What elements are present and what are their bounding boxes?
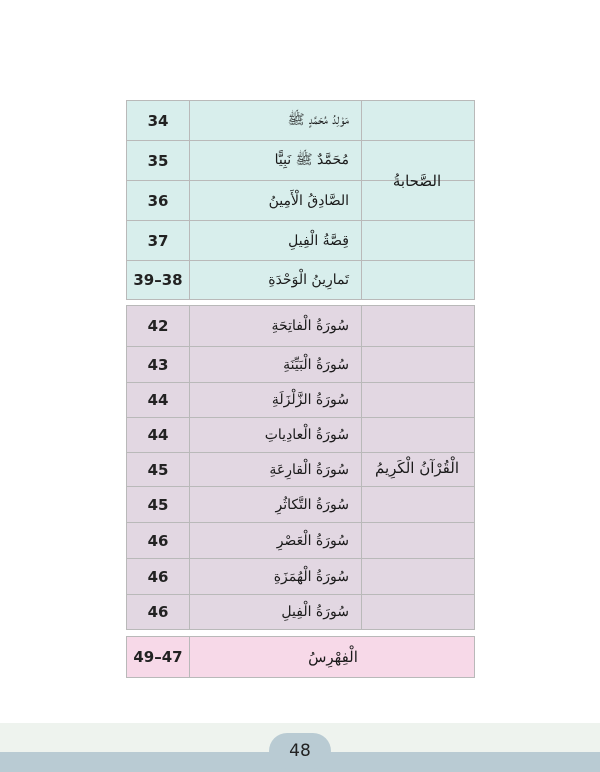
page-range: 49–47 bbox=[127, 637, 190, 677]
lesson-title: مُحَمَّدٌ ﷺ نَبِيًّا bbox=[190, 141, 362, 180]
page-range: 46 bbox=[127, 523, 190, 558]
page-range: 45 bbox=[127, 487, 190, 522]
toc-row-index[interactable] bbox=[127, 637, 474, 677]
page-number: 48 bbox=[269, 733, 331, 769]
page-range: 36 bbox=[127, 181, 190, 220]
page-range: 34 bbox=[127, 101, 190, 140]
page-range: 46 bbox=[127, 595, 190, 629]
lesson-title: سُورَةُ الْهُمَزَةِ bbox=[190, 559, 362, 594]
lesson-title: مَوْلِدُ مُحَمَّدٍ ﷺ bbox=[190, 101, 362, 140]
page-range: 39–38 bbox=[127, 261, 190, 299]
page-range: 35 bbox=[127, 141, 190, 180]
lesson-title: تَمارِينُ الْوَحْدَةِ bbox=[190, 261, 362, 299]
lesson-title: سُورَةُ الْعَصْرِ bbox=[190, 523, 362, 558]
unit-title: الْقُرْآنُ الْكَرِيمُ bbox=[375, 458, 460, 477]
lesson-title: سُورَةُ الْفاتِحَةِ bbox=[190, 306, 362, 346]
lesson-title: سُورَةُ الْبَيِّنَةِ bbox=[190, 347, 362, 382]
section-index bbox=[126, 636, 475, 678]
unit-title: الصَّحابةُ bbox=[392, 172, 442, 190]
lesson-title: سُورَةُ الزَّلْزَلَةِ bbox=[190, 383, 362, 417]
section-sahaba bbox=[126, 100, 475, 300]
lesson-title: قِصَّةُ الْفِيلِ bbox=[190, 221, 362, 260]
lesson-title: سُورَةُ الْفِيلِ bbox=[190, 595, 362, 629]
page-range: 44 bbox=[127, 418, 190, 452]
table-of-contents bbox=[126, 100, 475, 678]
page-range: 37 bbox=[127, 221, 190, 260]
index-title: الْفِهْرِسُ bbox=[308, 648, 358, 666]
lesson-title: سُورَةُ التَّكاثُرِ bbox=[190, 487, 362, 522]
page-range: 46 bbox=[127, 559, 190, 594]
page-range: 44 bbox=[127, 383, 190, 417]
lesson-title: الصَّادِقُ الْأَمِينُ bbox=[190, 181, 362, 220]
toc-row[interactable] bbox=[127, 261, 474, 299]
section-quran bbox=[126, 305, 475, 630]
page-range: 45 bbox=[127, 453, 190, 486]
page-range: 42 bbox=[127, 306, 190, 346]
lesson-title: سُورَةُ الْعادِياتِ bbox=[190, 418, 362, 452]
page-range: 43 bbox=[127, 347, 190, 382]
lesson-title: سُورَةُ الْقارِعَةِ bbox=[190, 453, 362, 486]
